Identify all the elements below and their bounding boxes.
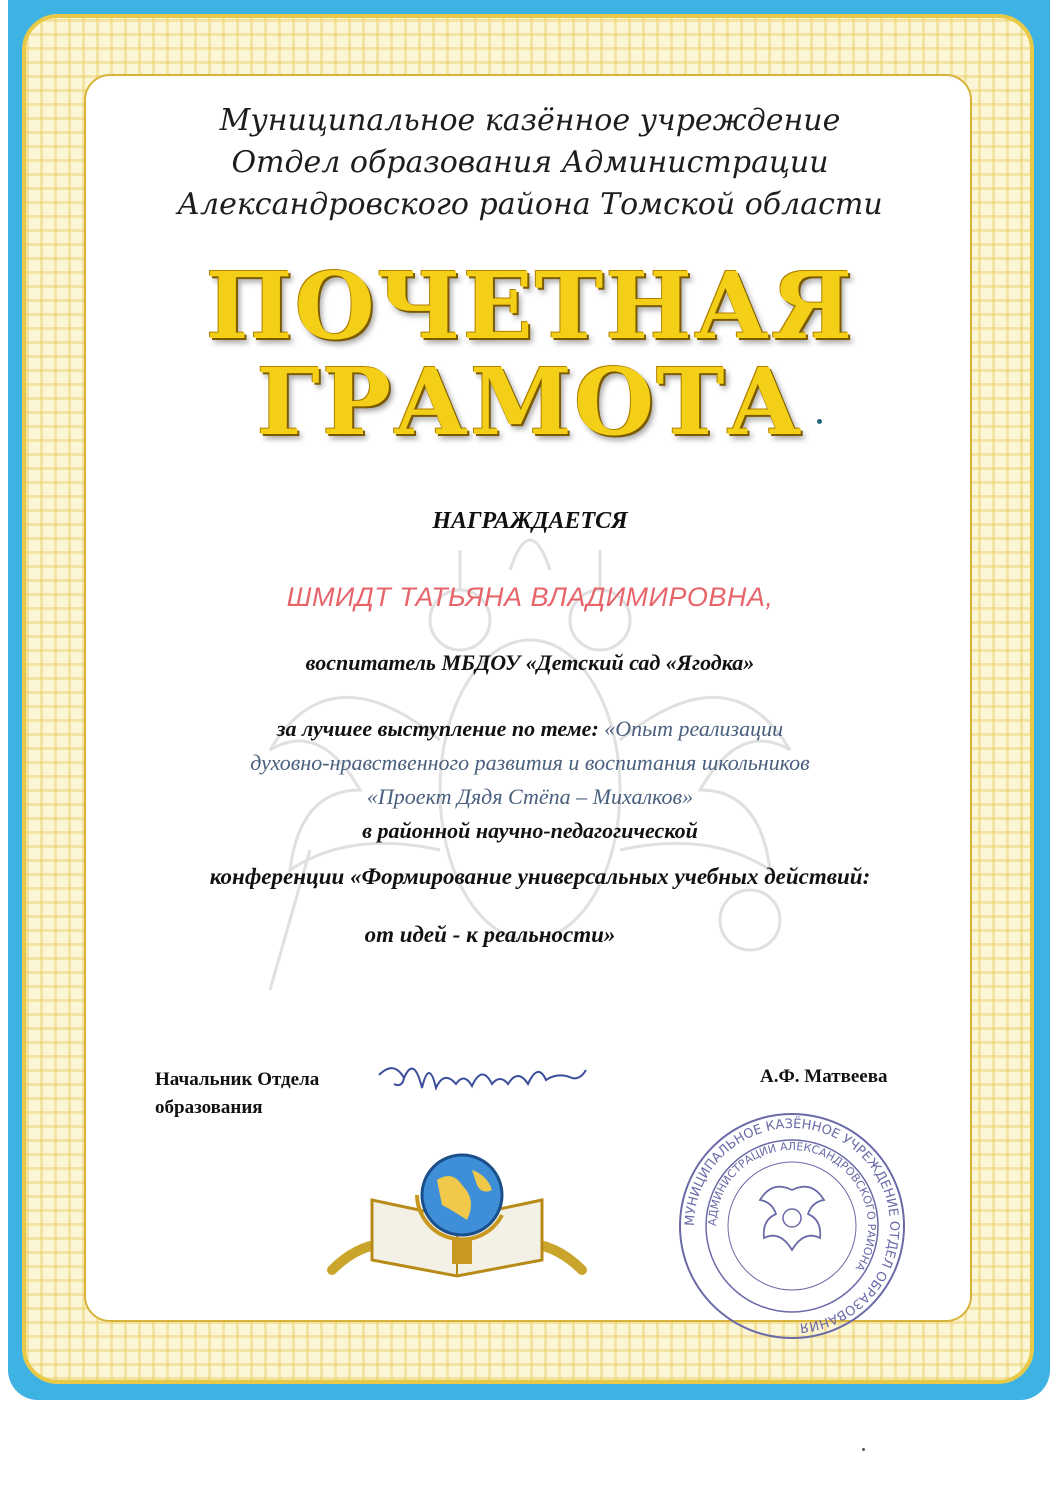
ink-dot-bottom (862, 1448, 865, 1451)
globe-book-emblem (312, 1140, 602, 1290)
reason-line-4: в районной научно-педагогической (362, 818, 698, 843)
ink-dot (817, 419, 822, 424)
award-reason (120, 712, 940, 848)
signatory-role (155, 1066, 319, 1122)
signatory-role-line-1: Начальник Отдела (155, 1069, 320, 1090)
recipient-position: воспитатель МБДОУ «Детский сад «Ягодка» (305, 650, 755, 675)
awarded-label: НАГРАЖДАЕТСЯ (432, 508, 628, 534)
issuer-header (150, 100, 910, 226)
conference-line-1: конференции «Формирование универсальных учебных действий: (209, 864, 871, 889)
issuer-line-3: Александровского района Томской области (177, 187, 883, 222)
reason-line-1 (120, 712, 940, 746)
seal-outer-ring-text: МУНИЦИПАЛЬНОЕ КАЗЁННОЕ УЧРЕЖДЕНИЕ ОТДЕЛ ОБРАЗОВАНИЯ (682, 1116, 902, 1335)
reason-prefix: за лучшее выступление по теме: (276, 716, 605, 741)
signatory-role-line-2: образования (155, 1097, 263, 1118)
conference-line-2: от идей - к реальности» (364, 922, 616, 947)
certificate-title-line-2: ГРАМОТА (256, 348, 804, 456)
certificate-title-line-1: ПОЧЕТНАЯ (205, 252, 855, 360)
topic-line-3: «Проект Дядя Стёпа – Михалков» (366, 784, 694, 809)
svg-text:АДМИНИСТРАЦИИ АЛЕКСАНДРОВСКОГО (706, 1140, 878, 1274)
handwritten-signature (374, 1050, 594, 1100)
recipient-name: ШМИДТ ТАТЬЯНА ВЛАДИМИРОВНА, (286, 582, 774, 612)
topic-line-2: духовно-нравственного развития и воспитания школьников (250, 750, 810, 775)
issuer-line-2: Отдел образования Администрации (231, 145, 829, 180)
signatory-name: А.Ф. Матвеева (760, 1066, 888, 1087)
topic-line-1: «Опыт реализации (604, 716, 784, 741)
official-stamp-seal (676, 1110, 908, 1342)
seal-inner-ring-text: АДМИНИСТРАЦИИ АЛЕКСАНДРОВСКОГО РАЙОНА (705, 1139, 879, 1274)
issuer-line-1: Муниципальное казённое учреждение (219, 103, 841, 138)
